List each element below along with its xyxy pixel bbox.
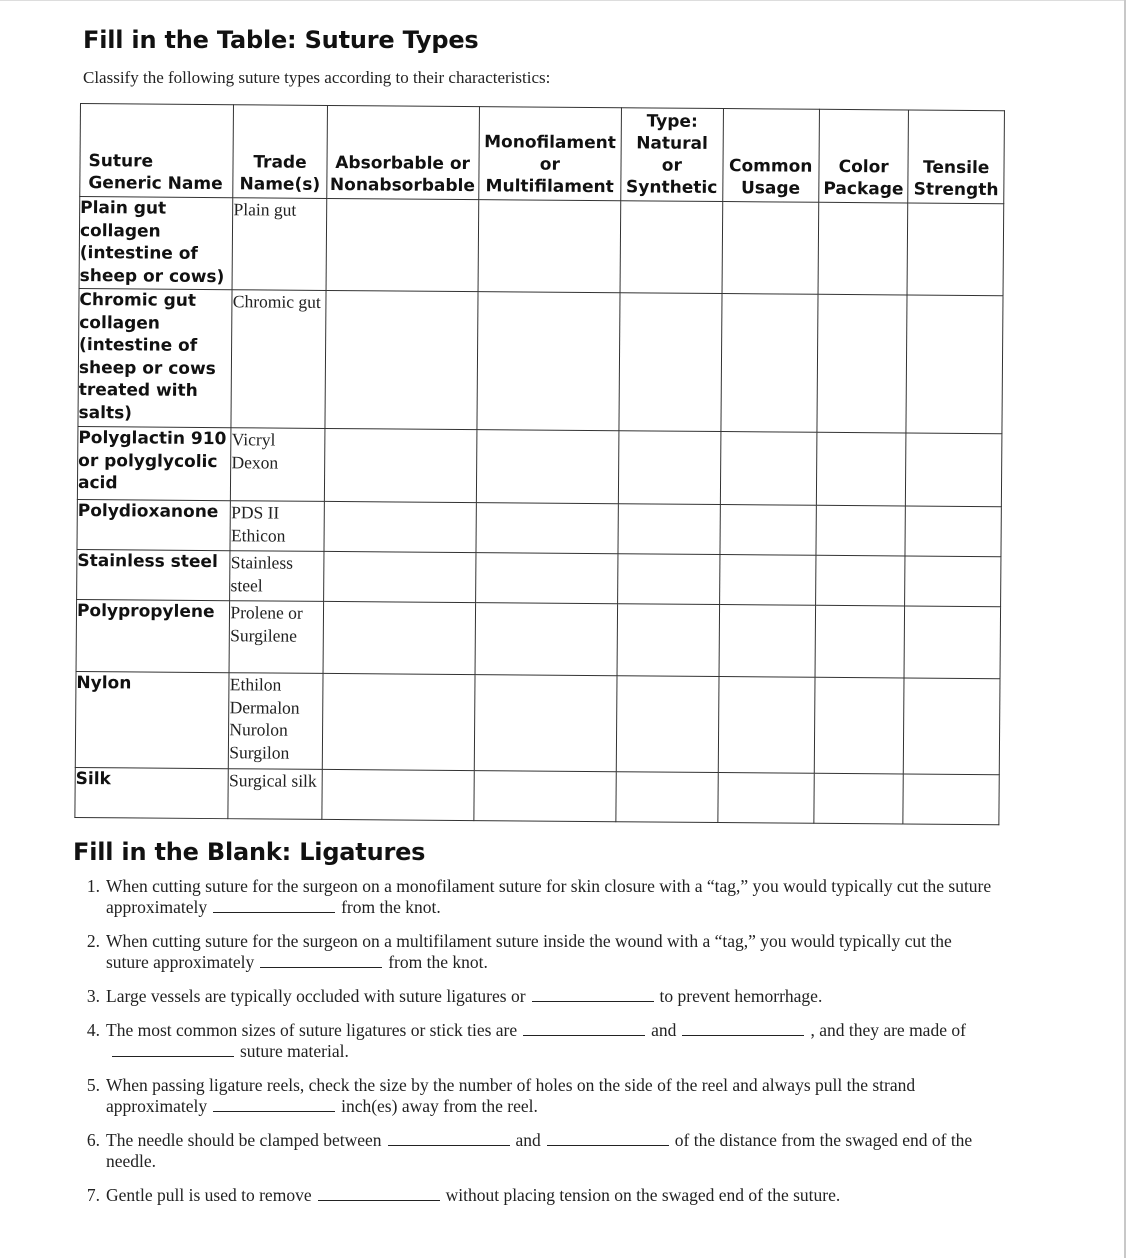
question-7 — [78, 1185, 998, 1206]
table-row — [77, 499, 1001, 556]
answer-blank[interactable] — [213, 1097, 335, 1112]
answer-blank[interactable] — [388, 1131, 510, 1146]
question-number: 3. — [86, 986, 100, 1006]
question-5 — [78, 1075, 998, 1117]
blank-cell[interactable] — [718, 677, 815, 774]
blank-cell[interactable] — [720, 432, 817, 506]
header-tensile-strength: Tensile Strength — [908, 110, 1004, 204]
page-top-edge — [0, 0, 1126, 1]
question-text: When cutting suture for the surgeon on a multifilament suture inside the wound with a “tag,” you would typically cut the suture approximately — [106, 931, 952, 972]
question-number: 5. — [86, 1075, 100, 1095]
question-text: and — [515, 1130, 541, 1150]
blank-cell[interactable] — [324, 428, 477, 502]
blank-cell[interactable] — [905, 506, 1001, 557]
question-text: and — [651, 1020, 677, 1040]
question-text: When cutting suture for the surgeon on a monofilament suture for skin closure with a “tag,” you would typically cut the suture approximately — [106, 876, 992, 917]
blank-cell[interactable] — [325, 290, 478, 429]
question-text: without placing tension on the swaged end of the suture. — [445, 1185, 841, 1205]
trade-name-cell: Ethilon Dermalon Nurolon Surgilon — [229, 673, 323, 770]
blank-cell[interactable] — [719, 605, 816, 678]
blank-cell[interactable] — [818, 202, 908, 295]
question-text: inch(es) away from the reel. — [341, 1096, 538, 1116]
blank-cell[interactable] — [474, 675, 617, 772]
header-color-package: Color Package — [819, 109, 909, 203]
blank-cell[interactable] — [473, 771, 616, 822]
blank-cell[interactable] — [323, 551, 475, 602]
blank-cell[interactable] — [618, 504, 720, 555]
blank-cell[interactable] — [717, 773, 814, 824]
question-text: The most common sizes of suture ligatures or stick ties are — [106, 1020, 518, 1040]
generic-name-cell: Stainless steel — [77, 549, 231, 600]
blank-cell[interactable] — [618, 554, 720, 605]
blank-cell[interactable] — [722, 202, 819, 295]
question-text: The needle should be clamped between — [106, 1130, 382, 1150]
blank-section-title: Fill in the Blank: Ligatures — [73, 838, 426, 866]
trade-name-cell: Plain gut — [232, 198, 326, 291]
table-row — [79, 197, 1004, 296]
generic-name-cell: Chromic gut collagen (intestine of sheep or cows treated with salts) — [78, 288, 232, 427]
blank-cell[interactable] — [475, 553, 618, 604]
question-text: suture material. — [240, 1041, 349, 1061]
blank-cell[interactable] — [616, 676, 718, 773]
question-3 — [78, 986, 998, 1007]
blank-cell[interactable] — [475, 603, 618, 676]
blank-cell[interactable] — [619, 293, 722, 432]
question-text: from the knot. — [388, 952, 488, 972]
header-common-usage: Common Usage — [722, 109, 819, 203]
answer-blank[interactable] — [260, 953, 382, 968]
question-text: to prevent hemorrhage. — [659, 986, 823, 1006]
blank-cell[interactable] — [719, 555, 816, 606]
question-number: 7. — [86, 1185, 100, 1205]
answer-blank[interactable] — [523, 1021, 645, 1036]
header-trade-names: Trade Name(s) — [233, 105, 327, 199]
question-text: of the distance from the swaged end of the needle. — [106, 1130, 973, 1171]
header-filament: Monofilament or Multifilament — [478, 107, 621, 201]
blank-cell[interactable] — [907, 203, 1003, 296]
blank-cell[interactable] — [478, 200, 621, 293]
blank-cell[interactable] — [816, 432, 906, 506]
question-number: 4. — [86, 1020, 100, 1040]
blank-cell[interactable] — [904, 606, 1000, 679]
trade-name-cell: Stainless steel — [230, 551, 324, 602]
table-instructions: Classify the following suture types according to their characteristics: — [83, 68, 551, 87]
blank-cell[interactable] — [906, 295, 1003, 434]
question-1 — [78, 876, 998, 918]
generic-name-cell: Polyglactin 910 or polyglycolic acid — [77, 426, 231, 500]
blank-cell[interactable] — [816, 505, 906, 556]
question-number: 6. — [86, 1130, 100, 1150]
answer-blank[interactable] — [318, 1186, 440, 1201]
trade-name-cell: Chromic gut — [231, 290, 325, 429]
blank-cell[interactable] — [817, 294, 908, 433]
blank-cell[interactable] — [324, 501, 476, 552]
blank-cell[interactable] — [815, 555, 905, 606]
header-generic-name: Suture Generic Name — [80, 104, 234, 198]
blank-cell[interactable] — [477, 292, 621, 431]
question-text: When passing ligature reels, check the size by the number of holes on the side of the reel and always pull the strand approximately — [106, 1075, 916, 1116]
blank-cell[interactable] — [322, 673, 475, 770]
table-row — [78, 288, 1003, 433]
table-header-row — [80, 104, 1005, 204]
trade-name-cell: Vicryl Dexon — [231, 428, 325, 502]
header-type: Type: Natural or Synthetic — [621, 108, 723, 202]
blank-cell[interactable] — [815, 605, 905, 678]
suture-types-table — [74, 103, 1005, 825]
blank-cell[interactable] — [476, 430, 619, 504]
question-text: Gentle pull is used to remove — [106, 1185, 312, 1205]
generic-name-cell: Nylon — [75, 671, 229, 768]
blank-cell[interactable] — [620, 201, 722, 294]
question-number: 2. — [86, 931, 100, 951]
blank-cell[interactable] — [618, 431, 720, 505]
generic-name-cell: Silk — [75, 767, 229, 818]
table-row — [76, 599, 1001, 678]
generic-name-cell: Polydioxanone — [77, 499, 231, 550]
ligature-questions — [78, 876, 998, 1219]
blank-cell[interactable] — [904, 678, 1000, 775]
blank-cell[interactable] — [476, 503, 619, 554]
trade-name-cell: Surgical silk — [228, 769, 322, 820]
question-number: 1. — [86, 876, 100, 896]
blank-cell[interactable] — [906, 433, 1002, 507]
answer-blank[interactable] — [532, 987, 654, 1002]
question-text: Large vessels are typically occluded with suture ligatures or — [106, 986, 526, 1006]
trade-name-cell: Prolene or Surgilene — [229, 601, 323, 674]
blank-cell[interactable] — [814, 677, 904, 774]
question-2 — [78, 931, 998, 973]
answer-blank[interactable] — [682, 1021, 804, 1036]
table-row — [77, 426, 1002, 506]
answer-blank[interactable] — [213, 898, 335, 913]
blank-cell[interactable] — [814, 773, 904, 824]
blank-cell[interactable] — [321, 769, 473, 820]
table-row — [75, 767, 999, 824]
question-text: , and they are made of — [810, 1020, 966, 1040]
blank-cell[interactable] — [326, 198, 479, 291]
table-section-title: Fill in the Table: Suture Types — [83, 26, 479, 54]
blank-cell[interactable] — [617, 604, 719, 677]
blank-cell[interactable] — [323, 601, 476, 674]
generic-name-cell: Polypropylene — [76, 599, 230, 672]
blank-cell[interactable] — [616, 772, 718, 823]
blank-cell[interactable] — [721, 294, 818, 433]
blank-cell[interactable] — [905, 556, 1001, 607]
table-row — [75, 671, 1000, 774]
trade-name-cell: PDS II Ethicon — [230, 501, 324, 552]
generic-name-cell: Plain gut collagen (intestine of sheep or cows) — [79, 197, 233, 290]
header-absorbable: Absorbable or Nonabsorbable — [326, 105, 479, 199]
blank-cell[interactable] — [903, 774, 999, 825]
answer-blank[interactable] — [547, 1131, 669, 1146]
question-6 — [78, 1130, 998, 1172]
question-4 — [78, 1020, 998, 1062]
question-text: from the knot. — [341, 897, 441, 917]
table-row — [77, 549, 1001, 606]
answer-blank[interactable] — [112, 1042, 234, 1057]
blank-cell[interactable] — [720, 505, 817, 556]
